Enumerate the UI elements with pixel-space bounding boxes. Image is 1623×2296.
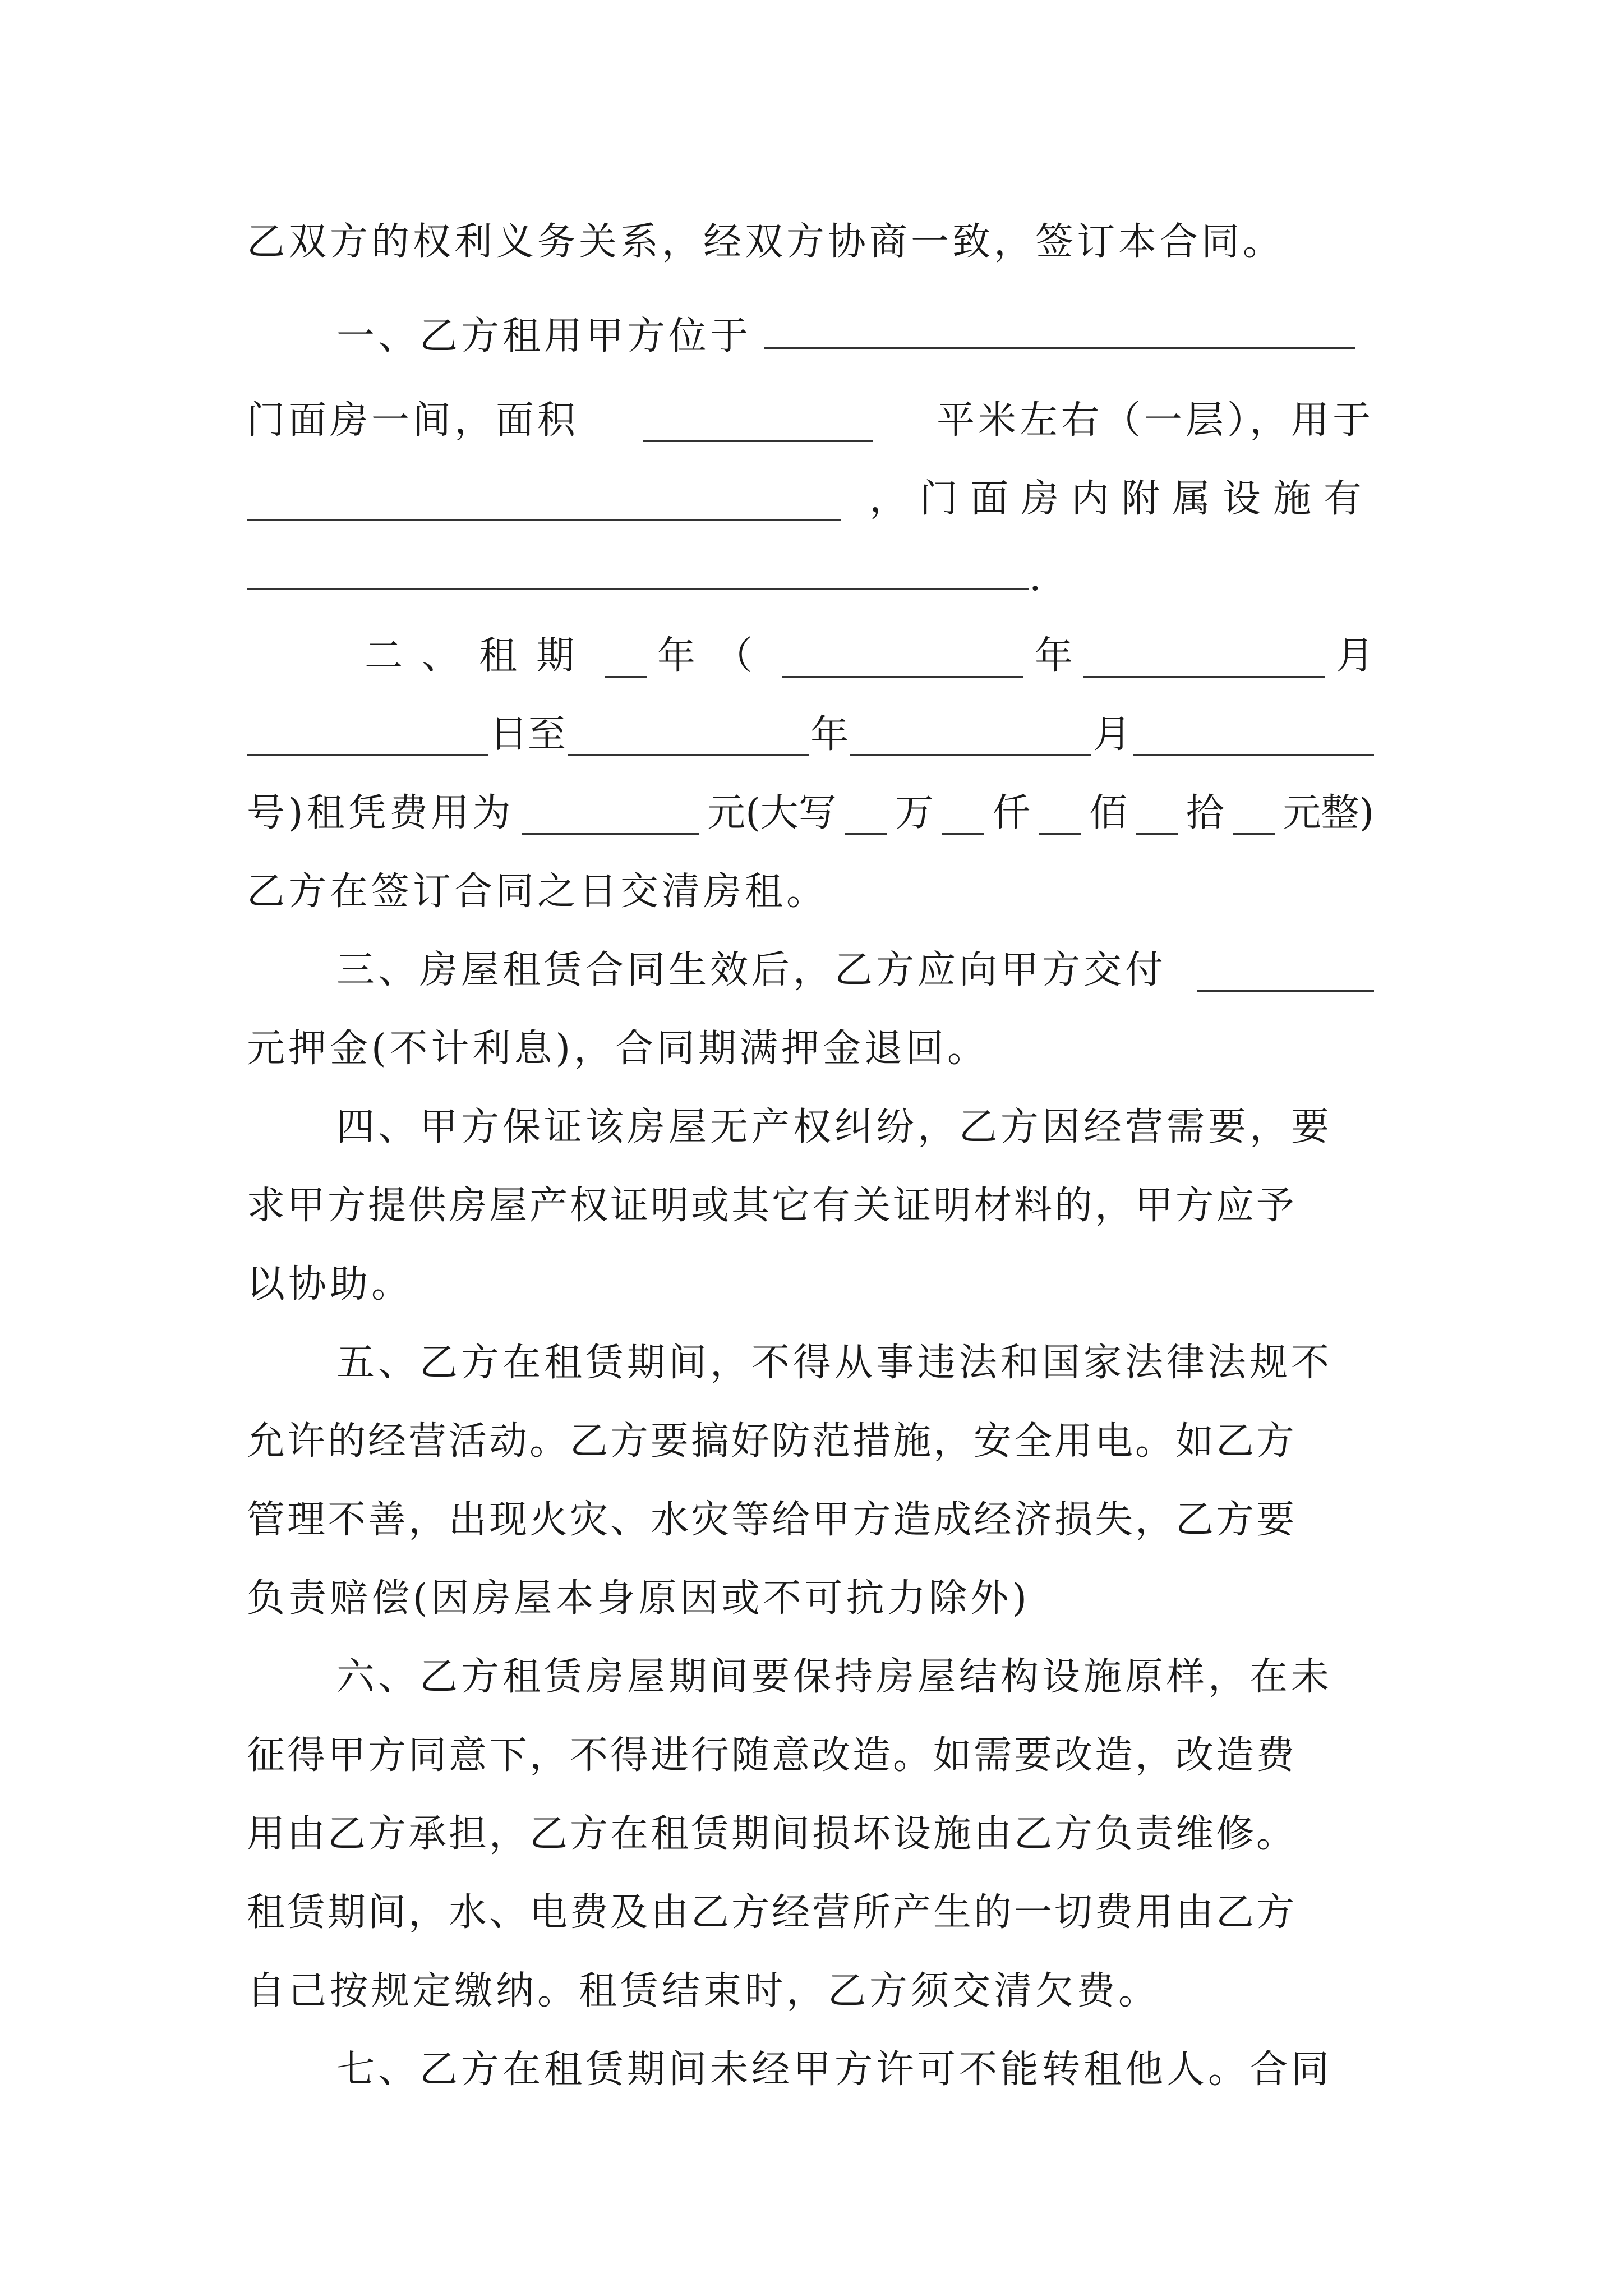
text-fragment: .: [1029, 555, 1041, 600]
clause-5-heading: 五、乙方在租赁期间，不得从事违法和国家法律法规不: [336, 1341, 1333, 1385]
end-day-blank[interactable]: [1133, 714, 1374, 756]
clause-1-line-1: [336, 303, 1374, 370]
wan-blank[interactable]: [845, 793, 887, 835]
clause-5-line-2: [247, 1408, 1374, 1475]
text-line: 租赁期间，水、电费及由乙方经营所产生的一切费用由乙方: [247, 1890, 1297, 1935]
clause-6-line-5: [247, 1958, 1374, 2025]
text-line: 管理不善，出现火灾、水灾等给甲方造成经济损失，乙方要: [247, 1498, 1297, 1542]
yuan-blank[interactable]: [1233, 793, 1275, 835]
end-year-blank[interactable]: [568, 714, 809, 756]
clause-3-heading: 三、房屋租赁合同生效后，乙方应向甲方交付: [336, 948, 1167, 992]
clause-1-line-3: [247, 466, 1374, 533]
start-day-blank[interactable]: [247, 714, 488, 756]
qian-blank[interactable]: [942, 793, 984, 835]
text-fragment: 门面房一间，面积: [247, 398, 579, 443]
years-blank[interactable]: [605, 636, 647, 678]
text-line: 乙双方的权利义务关系，经双方协商一致，签订本合同。: [247, 220, 1285, 264]
clause-7-line-1: [336, 2036, 1374, 2104]
shi-blank[interactable]: [1136, 793, 1178, 835]
clause-4-line-3: [247, 1251, 1374, 1318]
clause-6-line-4: [247, 1879, 1374, 1947]
clause-5-line-1: [336, 1329, 1374, 1397]
text-fragment: 平米左右（一层），用于: [936, 398, 1374, 443]
clause-5-line-4: [247, 1565, 1374, 1632]
text-line: 以协助。: [247, 1262, 413, 1306]
text-fragment: 仟: [992, 791, 1031, 835]
clause-2-line-1: [365, 623, 1374, 690]
text-fragment: ，门面房内附属设施有: [869, 477, 1374, 521]
clause-2-line-4: [247, 858, 1374, 926]
text-fragment: 拾: [1186, 791, 1224, 835]
usage-blank[interactable]: [247, 478, 841, 521]
clause-2-line-2: [247, 701, 1374, 769]
clause-7-heading: 七、乙方在租赁期间未经甲方许可不能转租他人。合同: [336, 2047, 1333, 2092]
start-month-blank[interactable]: [1083, 636, 1325, 678]
paragraph-line: [247, 209, 1374, 276]
location-blank[interactable]: [764, 307, 1355, 349]
text-line: 用由乙方承担，乙方在租赁期间损坏设施由乙方负责维修。: [247, 1812, 1297, 1856]
clause-4-heading: 四、甲方保证该房屋无产权纠纷，乙方因经营需要，要: [336, 1105, 1333, 1149]
text-fragment: 万: [895, 791, 934, 835]
clause-6-line-2: [247, 1722, 1374, 1789]
clause-3-line-1: [336, 937, 1374, 1004]
facilities-blank[interactable]: [247, 548, 1029, 590]
clause-4-line-2: [247, 1172, 1374, 1240]
clause-6-line-1: [336, 1644, 1374, 1711]
start-year-blank[interactable]: [782, 636, 1023, 678]
clause-2-line-3: [247, 780, 1374, 847]
text-line: 求甲方提供房屋产权证明或其它有关证明材料的，甲方应予: [247, 1184, 1297, 1228]
text-fragment: 月: [1335, 634, 1374, 678]
area-blank[interactable]: [643, 400, 873, 442]
clause-1-line-2: [247, 387, 1374, 454]
clause-4-line-1: [336, 1094, 1374, 1161]
clause-6-heading: 六、乙方租赁房屋期间要保持房屋结构设施原样，在未: [336, 1655, 1333, 1699]
clause-1-line-4: [247, 544, 1374, 611]
clause-1-heading: 一、乙方租用甲方位于: [336, 314, 752, 358]
text-fragment: 年: [1034, 634, 1073, 678]
end-month-blank[interactable]: [850, 714, 1091, 756]
clause-6-line-3: [247, 1801, 1374, 1868]
text-line: 元押金(不计利息)，合同期满押金退回。: [247, 1027, 989, 1071]
text-line: 征得甲方同意下，不得进行随意改造。如需要改造，改造费: [247, 1733, 1297, 1778]
text-fragment: 年（: [657, 634, 772, 678]
text-fragment: 年: [810, 712, 849, 757]
clause-3-line-2: [247, 1015, 1374, 1083]
text-fragment: 号)租凭费用为: [247, 791, 514, 835]
clause-5-line-3: [247, 1487, 1374, 1554]
bai-blank[interactable]: [1039, 793, 1081, 835]
text-fragment: 元(大写: [707, 791, 837, 835]
text-line: 乙方在签订合同之日交清房租。: [247, 869, 828, 914]
text-fragment: 元整): [1283, 791, 1374, 835]
text-line: 自己按规定缴纳。租赁结束时，乙方须交清欠费。: [247, 1969, 1160, 2013]
text-fragment: 佰: [1089, 791, 1127, 835]
text-line: 允许的经营活动。乙方要搞好防范措施，安全用电。如乙方: [247, 1419, 1297, 1464]
text-line: 负责赔偿(因房屋本身原因或不可抗力除外): [247, 1576, 1031, 1621]
text-fragment: 月: [1092, 712, 1131, 757]
rent-amount-blank[interactable]: [522, 793, 699, 835]
deposit-blank[interactable]: [1197, 950, 1374, 992]
text-fragment: 日至: [489, 712, 566, 757]
clause-2-heading: 二、租期: [365, 634, 594, 678]
